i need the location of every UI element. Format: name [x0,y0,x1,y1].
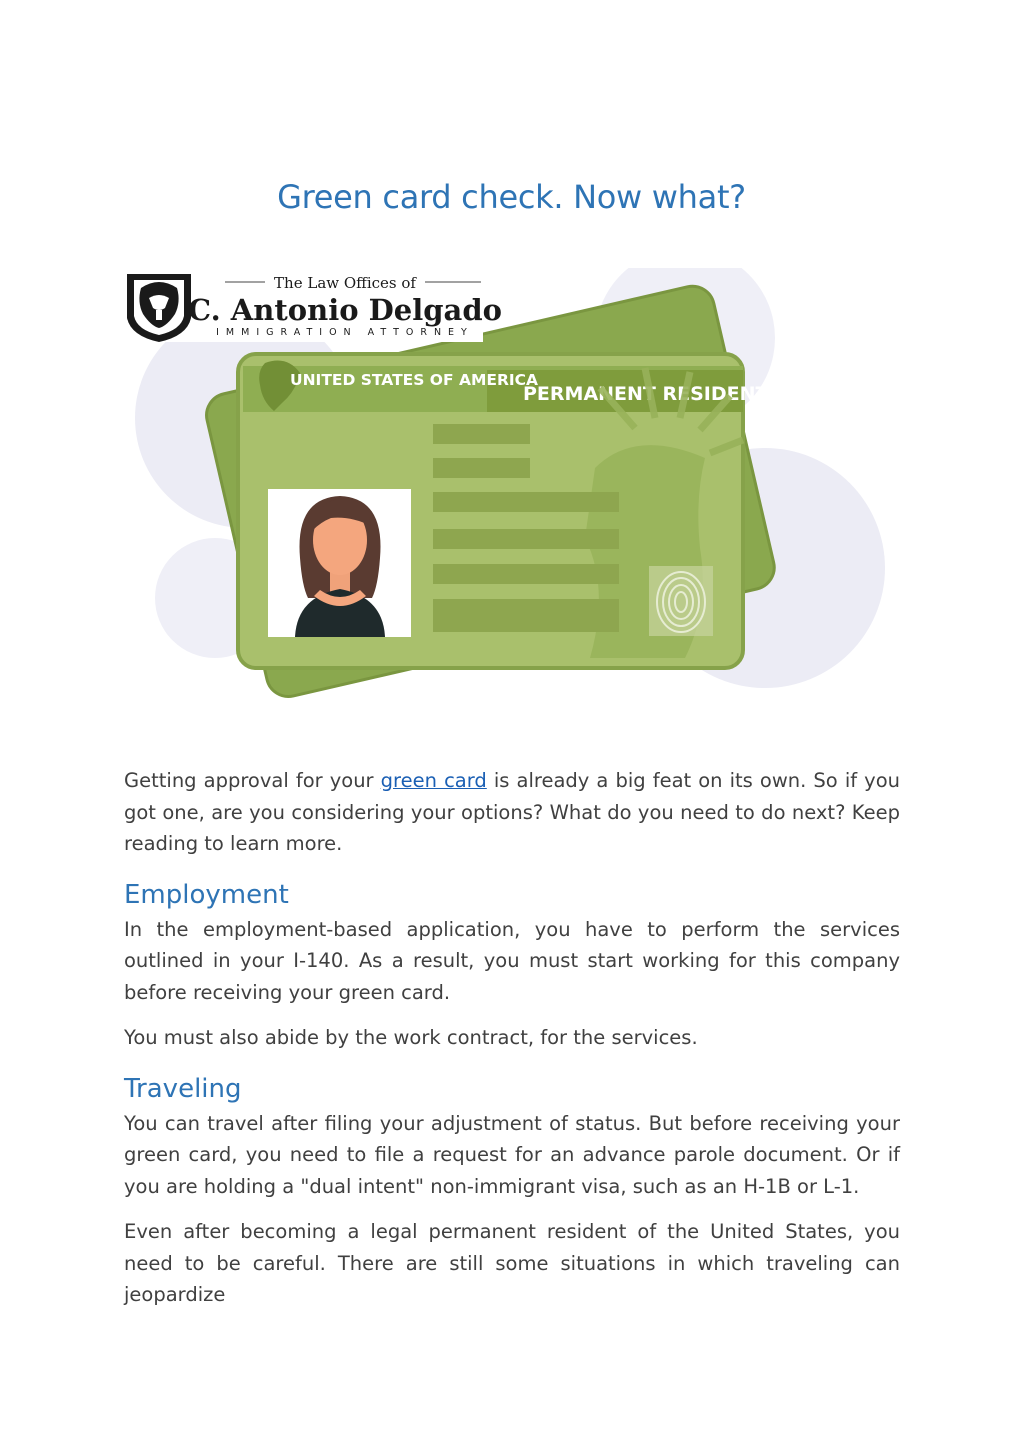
employment-paragraph-2: You must also abide by the work contract, for the services. [124,1026,698,1049]
front-card [238,354,769,668]
intro-text-end: is already a big feat on its own. So if you got one, are you considering your options? What do you need to do next? Keep reading to learn more. [124,769,901,855]
employment-paragraph-1: In the employment-based application, you have to perform the services outlined in your I-140. As a result, you must start working for this company before receiving your green card. [124,917,900,1004]
traveling-heading: Traveling [124,1073,242,1104]
traveling-paragraph-1: You can travel after filing your adjustment of status. But before receiving your green card, you need to file a request for an advance parole document. Or if you are holding a "dual intent" non-immigrant visa, such as an H-1B or L-1. [124,1111,900,1198]
traveling-paragraph-2: Even after becoming a legal permanent resident of the United States, you need to be careful. There are still some situations in which traveling can jeopardize [124,1220,900,1306]
lion-shield-icon [127,274,191,342]
person-photo-icon [295,496,385,637]
intro-text-start: Getting approval for your [124,769,381,792]
svg-text:UNITED STATES OF AMERICA: UNITED STATES OF AMERICA [290,371,539,389]
law-office-logo [125,268,502,342]
svg-text:IMMIGRATION ATTORNEY: IMMIGRATION ATTORNEY [216,327,474,338]
svg-text:C. Antonio Delgado: C. Antonio Delgado [188,293,502,327]
employment-heading: Employment [124,879,289,910]
green-card-link[interactable]: green card [380,769,487,792]
svg-text:The Law Offices of: The Law Offices of [274,274,416,292]
article-body [124,765,900,1325]
page-title: Green card check. Now what? [277,178,746,216]
svg-text:PERMANENT RESIDENT: PERMANENT RESIDENT [523,383,769,405]
intro-paragraph [124,765,900,860]
hero-image [125,268,903,706]
